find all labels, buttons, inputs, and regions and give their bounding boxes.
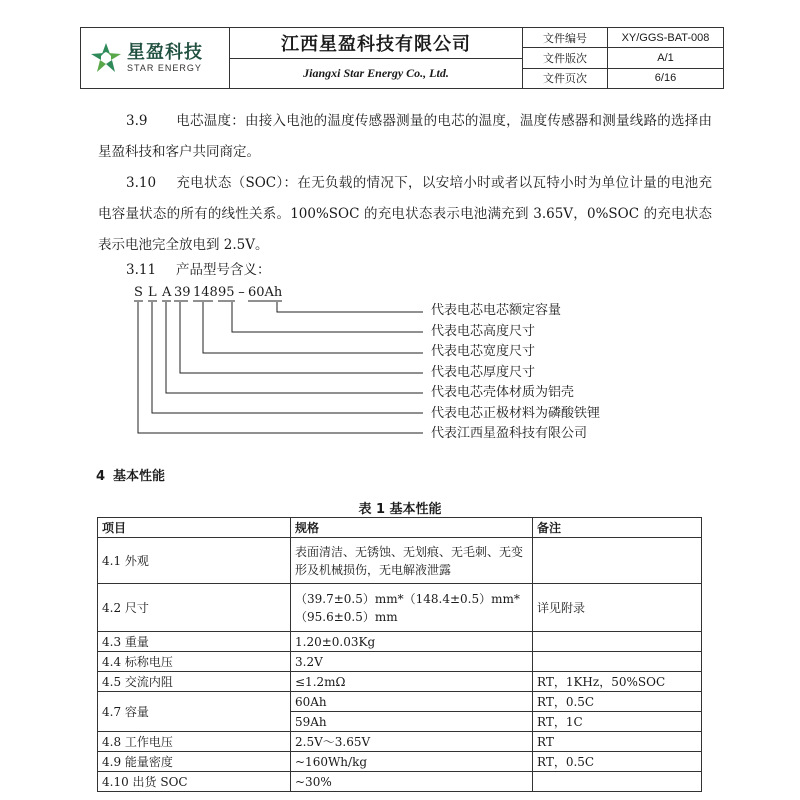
section-3-11 [126,258,271,278]
row-item: 4.3 重量 [98,632,291,652]
performance-table [97,517,702,792]
section-text: 产品型号含义： [176,262,271,278]
column-header-item: 项目 [98,518,291,538]
row-spec: 3.2V [291,652,533,672]
table-row [98,672,702,692]
row-item: 4.7 容量 [98,692,291,732]
row-note: RT，0.5C [533,692,702,712]
table-header-row [98,518,702,538]
meaning-company: 代表江西星盈科技有限公司 [431,426,588,441]
row-item: 4.1 外观 [98,538,291,584]
code-part-a: A [162,285,172,300]
table-row [98,752,702,772]
row-spec: ~160Wh/kg [291,752,533,772]
section-3-9 [98,106,712,168]
meaning-capacity: 代表电芯电芯额定容量 [431,303,562,318]
section-number: 3.10 [126,175,157,191]
document-header [80,27,724,89]
row-spec: （39.7±0.5）mm*（148.4±0.5）mm*（95.6±0.5）mm [291,584,533,632]
section-4-heading [96,465,165,484]
meaning-height: 代表电芯高度尺寸 [431,323,536,339]
table-row [98,772,702,792]
section-text: 充电状态（SOC）：在无负载的情况下，以安培小时或者以瓦特小时为单位计量的电池充电容量状态的所有的线性关系。100%SOC 的充电状态表示电池满充到 3.65V，0%SOC 的充电状态表示电池完全放电到 2.5V。 [98,175,712,253]
doc-page-value: 6/16 [654,72,677,85]
company-chinese-name: 江西星盈科技有限公司 [230,28,522,59]
row-item: 4.10 出货 SOC [98,772,291,792]
row-item: 4.8 工作电压 [98,732,291,752]
meaning-cathode: 代表电芯正极材料为磷酸铁锂 [431,405,601,421]
table-row [98,692,702,712]
row-note: RT，0.5C [533,752,702,772]
meaning-thickness: 代表电芯厚度尺寸 [431,364,536,380]
row-note [533,772,702,792]
row-spec: 2.5V～3.65V [291,732,533,752]
row-item: 4.4 标称电压 [98,652,291,672]
section-title: 基本性能 [113,469,166,484]
doc-number-label: 文件编号 [523,28,608,47]
row-note [533,632,702,652]
row-spec: 1.20±0.03Kg [291,632,533,652]
section-number: 3.11 [126,262,157,278]
doc-version-value: A/1 [657,51,674,64]
meaning-width: 代表电芯宽度尺寸 [431,344,536,359]
row-spec: ≤1.2mΩ [291,672,533,692]
code-part-s: S [134,285,143,300]
logo [81,28,230,88]
column-header-note: 备注 [533,518,702,538]
logo-chinese-name: 星盈科技 [127,41,203,63]
row-note: RT，1KHz，50%SOC [533,672,702,692]
row-item: 4.9 能量密度 [98,752,291,772]
row-item: 4.5 交流内阻 [98,672,291,692]
logo-english-name: STAR ENERGY [127,62,202,73]
code-part-width: 148 [193,285,218,300]
row-note: RT [533,732,702,752]
row-note: 详见附录 [533,584,702,632]
row-spec: 表面清洁、无锈蚀、无划痕、无毛刺、无变形及机械损伤，无电解液泄露 [291,538,533,584]
row-item: 4.2 尺寸 [98,584,291,632]
document-meta [523,28,723,88]
row-note [533,538,702,584]
code-part-l: L [148,285,157,300]
company-english-name: Jiangxi Star Energy Co., Ltd. [303,66,449,80]
row-spec: 59Ah [291,712,533,732]
doc-version-label: 文件版次 [523,48,608,67]
code-part-capacity: 60Ah [248,285,283,300]
section-number: 3.9 [126,113,148,129]
table-row [98,652,702,672]
table-row [98,584,702,632]
model-code [134,285,282,300]
row-spec: 60Ah [291,692,533,712]
table-row [98,732,702,752]
table-row [98,632,702,652]
code-part-thickness: 39 [174,285,191,300]
column-header-spec: 规格 [291,518,533,538]
star-logo-icon [89,41,123,75]
row-spec: ~30% [291,772,533,792]
model-code-meanings [431,301,600,445]
table-row [98,538,702,584]
doc-page-label: 文件页次 [523,69,608,88]
section-number: 4 [96,469,106,484]
code-part-dash: – [238,285,245,300]
meaning-shell: 代表电芯壳体材质为铝壳 [431,385,575,400]
section-text: 电芯温度：由接入电池的温度传感器测量的电芯的温度，温度传感器和测量线路的选择由星盈科技和客户共同商定。 [98,113,712,160]
code-part-height: 95 [218,285,235,300]
row-note: RT，1C [533,712,702,732]
doc-number-value: XY/GGS-BAT-008 [621,31,710,44]
table-caption: 表 1 基本性能 [358,502,442,517]
section-3-10 [98,168,712,261]
row-note [533,652,702,672]
